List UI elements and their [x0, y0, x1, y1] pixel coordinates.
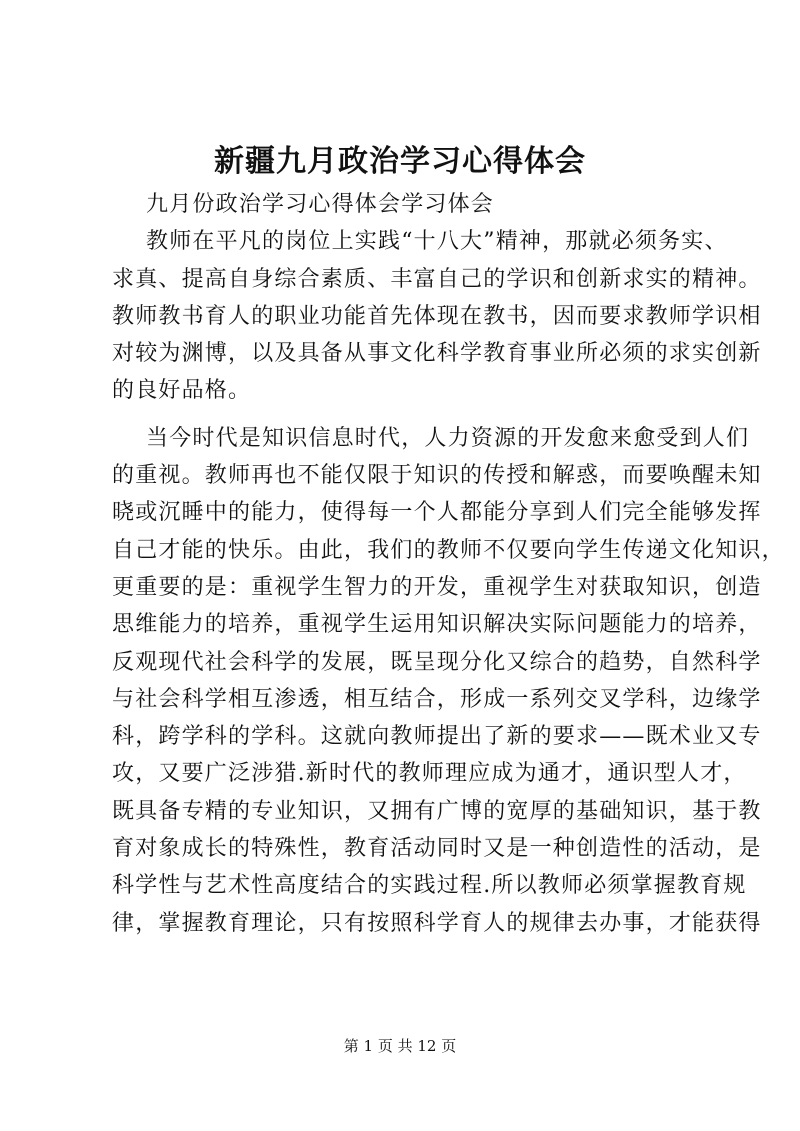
paragraph-line: 教师教书育人的职业功能首先体现在教书，因而要求教师学识相 — [112, 303, 762, 329]
paragraph-line: 育对象成长的特殊性，教育活动同时又是一种创造性的活动，是 — [112, 836, 762, 862]
paragraph-line: 与社会科学相互渗透，相互结合，形成一系列交叉学科，边缘学 — [112, 686, 762, 712]
paragraph-line: 思维能力的培养，重视学生运用知识解决实际问题能力的培养， — [112, 612, 762, 638]
paragraph-line: 更重要的是：重视学生智力的开发，重视学生对获取知识，创造 — [112, 574, 762, 600]
document-subtitle: 九月份政治学习心得体会学习体会 — [146, 192, 495, 217]
paragraph-line: 律，掌握教育理论，只有按照科学育人的规律去办事，才能获得 — [112, 910, 762, 936]
paragraph-line: 科学性与艺术性高度结合的实践过程.所以教师必须掌握教育规 — [112, 873, 747, 899]
paragraph-line: 攻，又要广泛涉猎.新时代的教师理应成为通才，通识型人才， — [112, 761, 747, 787]
paragraph-line: 教师在平凡的岗位上实践“十八大”精神，那就必须务实、 — [146, 229, 728, 255]
page-number-footer: 第 1 页 共 12 页 — [343, 1037, 457, 1055]
paragraph-line: 自己才能的快乐。由此，我们的教师不仅要向学生传递文化知识， — [112, 537, 785, 563]
document-title: 新疆九月政治学习心得体会 — [214, 144, 586, 179]
paragraph-line: 的重视。教师再也不能仅限于知识的传授和解惑，而要唤醒未知 — [112, 463, 762, 489]
paragraph-line: 反观现代社会科学的发展，既呈现分化又综合的趋势，自然科学 — [112, 649, 762, 675]
document-body — [112, 186, 785, 942]
paragraph-line: 科，跨学科的学科。这就向教师提出了新的要求——既术业又专 — [112, 724, 762, 750]
paragraph-2 — [112, 420, 785, 942]
paragraph-line: 晓或沉睡中的能力，使得每一个人都能分享到人们完全能够发挥 — [112, 500, 762, 526]
paragraph-line: 的良好品格。 — [112, 378, 252, 404]
paragraph-spacer — [112, 410, 704, 420]
paragraph-line: 既具备专精的专业知识，又拥有广博的宽厚的基础知识，基于教 — [112, 798, 762, 824]
paragraph-line: 对较为渊博，以及具备从事文化科学教育事业所必须的求实创新 — [112, 341, 762, 367]
paragraph-1 — [112, 223, 762, 409]
paragraph-line: 当今时代是知识信息时代，人力资源的开发愈来愈受到人们 — [146, 425, 750, 451]
paragraph-line: 求真、提高自身综合素质、丰富自己的学识和创新求实的精神。 — [112, 266, 762, 292]
